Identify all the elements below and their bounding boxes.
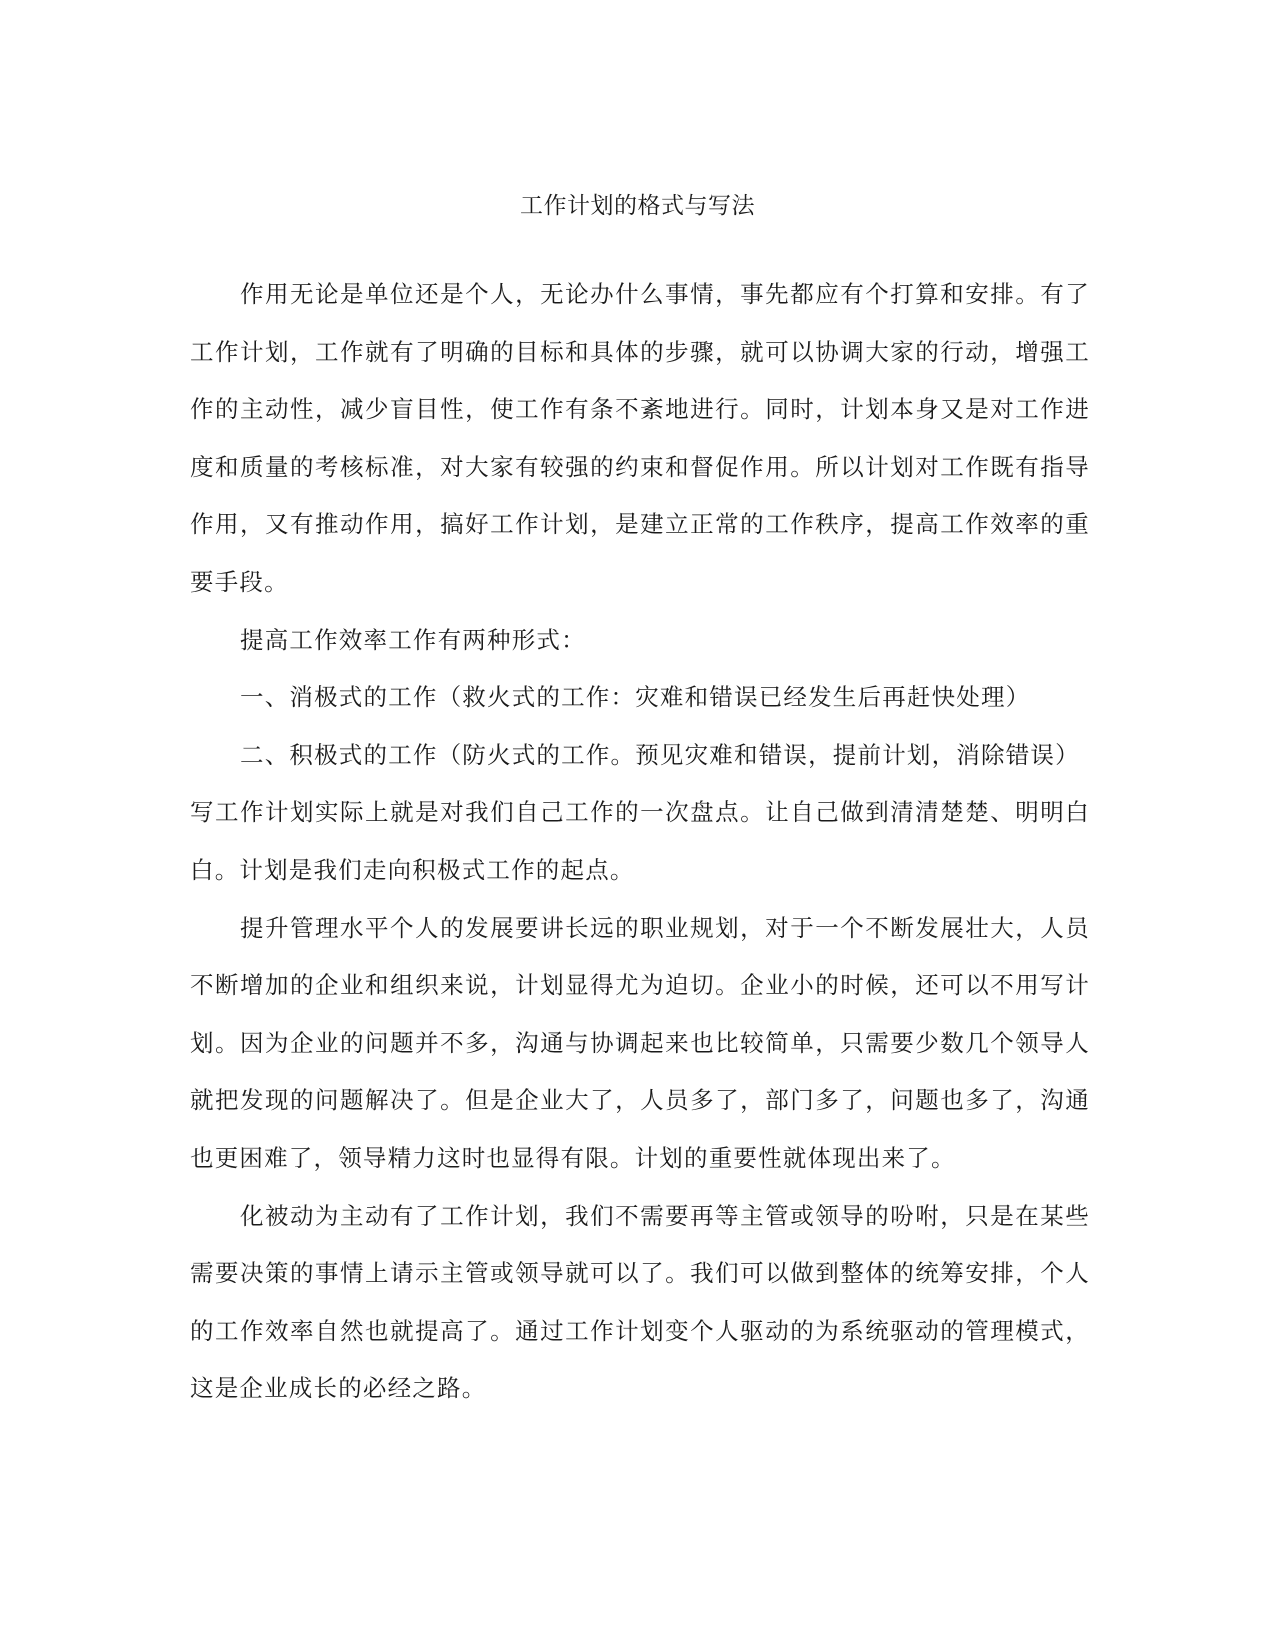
paragraph-purpose: 作用无论是单位还是个人，无论办什么事情，事先都应有个打算和安排。有了工作计划，工作就有了明确的目标和具体的步骤，就可以协调大家的行动，增强工作的主动性，减少盲目性，使工作有条不紊地进行。同时，计划本身又是对工作进度和质量的考核标准，对大家有较强的约束和督促作用。所以计划对工作既有指导作用，又有推动作用，搞好工作计划，是建立正常的工作秩序，提高工作效率的重要手段。 xyxy=(190,280,1090,596)
paragraph-active-work: 二、积极式的工作（防火式的工作。预见灾难和错误，提前计划，消除错误） xyxy=(240,740,1080,769)
paragraph-proactive: 化被动为主动有了工作计划，我们不需要再等主管或领导的吩咐，只是在某些需要决策的事情上请示主管或领导就可以了。我们可以做到整体的统筹安排，个人的工作效率自然也就提高了。通过工作计划变个人驱动的为系统驱动的管理模式，这是企业成长的必经之路。 xyxy=(190,1201,1090,1403)
paragraph-work-forms-intro: 提高工作效率工作有两种形式： xyxy=(240,625,586,654)
document-title: 工作计划的格式与写法 xyxy=(520,193,755,219)
paragraph-management-level: 提升管理水平个人的发展要讲长远的职业规划，对于一个不断发展壮大，人员不断增加的企业和组织来说，计划显得尤为迫切。企业小的时候，还可以不用写计划。因为企业的问题并不多，沟通与协调起来也比较简单，只需要少数几个领导人就把发现的问题解决了。但是企业大了，人员多了，部门多了，问题也多了，沟通也更困难了，领导精力这时也显得有限。计划的重要性就体现出来了。 xyxy=(190,913,1090,1172)
paragraph-inventory: 写工作计划实际上就是对我们自己工作的一次盘点。让自己做到清清楚楚、明明白白。计划是我们走向积极式工作的起点。 xyxy=(190,798,1090,884)
paragraph-passive-work: 一、消极式的工作（救火式的工作：灾难和错误已经发生后再赶快处理） xyxy=(240,683,1031,712)
document-body xyxy=(190,266,1090,1418)
